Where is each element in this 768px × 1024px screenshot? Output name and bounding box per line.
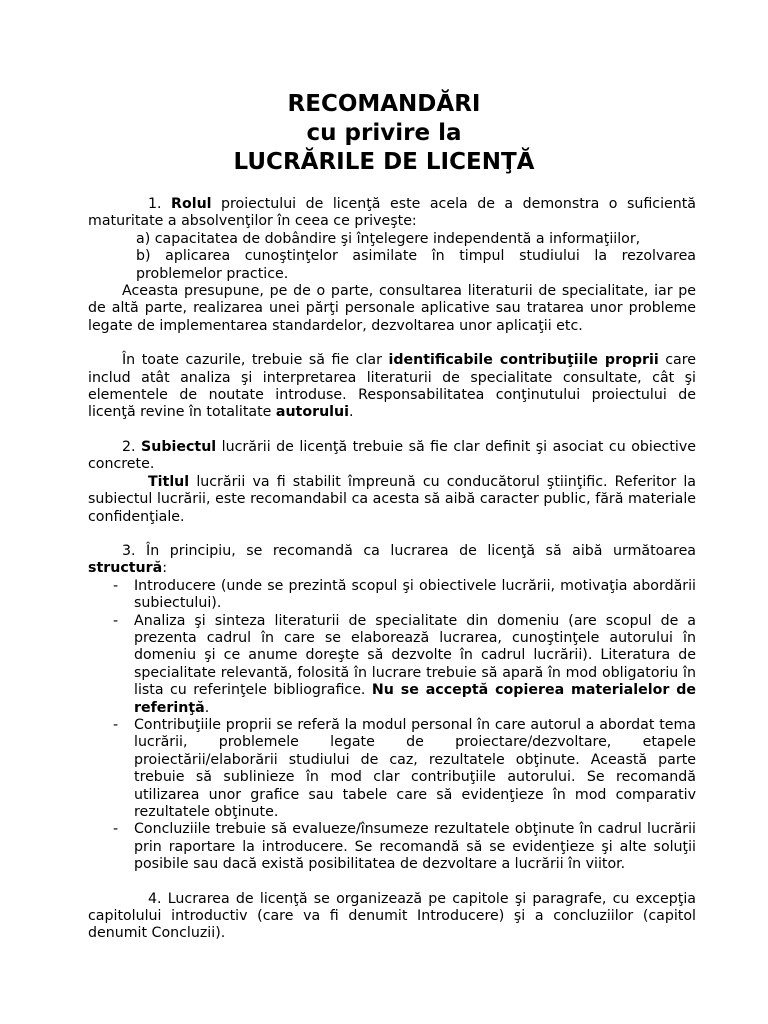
section-1-point-b: b) aplicarea cunoştinţelor asimilate în timpul studiului la rezolvarea problemelor practice. bbox=[136, 248, 696, 282]
spacer bbox=[88, 874, 696, 891]
dash-bullet: - bbox=[113, 612, 119, 629]
section-2-number: 2. bbox=[122, 438, 142, 455]
title-line-3: LUCRĂRILE DE LICENŢĂ bbox=[233, 149, 535, 175]
list-item bbox=[113, 612, 696, 717]
section-1-keyword: Rolul bbox=[171, 196, 212, 212]
document-body bbox=[88, 196, 696, 943]
section-2-title-keyword: Titlul bbox=[148, 473, 190, 490]
list-item bbox=[113, 821, 696, 873]
contrib-end: . bbox=[349, 404, 354, 421]
list-item-bold: Nu se acceptă copierea materialelor de referinţă bbox=[134, 682, 696, 716]
title-line-1: RECOMANDĂRI bbox=[287, 91, 481, 117]
structure-list bbox=[88, 578, 696, 874]
contrib-text-2: care includ atât analiza şi interpretarea literaturii de specialitate consultate, cât şi elementele de noutate introduse. Responsabilitatea conţinutului proiectului de licenţă revine în totalitate bbox=[88, 352, 696, 421]
list-item-text: Analiza şi sinteza literaturii de specialitate din domeniu (are scopul de a prezenta cadrul în care se elaborează lucrarea, cunoştinţele autorului în domeniu şi ce anume doreşte să dezvolte în cadrul lucrării). Literatura de specialitate relevantă, folosită în lucrare trebuie să apară în mod obligatoriu în lista cu referinţele bibliografice. bbox=[134, 612, 696, 699]
section-1-point-a: a) capacitatea de dobândire şi înţelegere independentă a informaţiilor, bbox=[136, 230, 641, 247]
contrib-bold-2: autorului bbox=[275, 404, 350, 421]
dash-bullet: - bbox=[113, 821, 119, 838]
section-2-text: lucrării de licenţă trebuie să fie clar definit şi asociat cu obiective concrete. bbox=[88, 438, 696, 473]
list-item bbox=[113, 577, 696, 613]
section-3-keyword: structură bbox=[88, 560, 163, 577]
section-3-intro bbox=[88, 543, 696, 578]
section-1-number: 1. bbox=[148, 196, 172, 212]
section-1-summary: Aceasta presupune, pe de o parte, consultarea literaturii de specialitate, iar pe de altă parte, realizarea unei părţi personale aplicative sau tratarea unor probleme legate de implementarea standardelor, dezvoltarea unor aplicaţii etc. bbox=[88, 283, 696, 334]
section-2-keyword: Subiectul bbox=[141, 438, 217, 455]
list-item-text: Introducere (unde se prezintă scopul şi obiectivele lucrării, motivaţia abordării subiectului). bbox=[134, 577, 696, 612]
section-2-title-paragraph bbox=[88, 474, 696, 526]
spacer bbox=[88, 526, 696, 543]
section-3-colon: : bbox=[162, 560, 167, 577]
section-1-paragraph bbox=[88, 196, 696, 231]
list-item bbox=[113, 716, 696, 821]
contrib-bold-1: identificabile contribuţiile proprii bbox=[388, 352, 659, 369]
dash-bullet: - bbox=[113, 577, 119, 594]
spacer bbox=[88, 335, 696, 352]
section-2-paragraph bbox=[88, 439, 696, 474]
list-item-text: Contribuţiile proprii se referă la modul personal în care autorul a abordat tema lucrării, problemele legate de proiectare/dezvoltare, etapele proiectării/elaborării studiului de caz, rezultatele obţinute. Această parte trebuie să sublinieze în mod clar contribuţiile autorului. Se recomandă utilizarea unor grafice sau tabele care să evidenţieze în mod comparativ rezultatele obţinute. bbox=[134, 716, 696, 820]
dash-bullet: - bbox=[113, 716, 119, 733]
spacer bbox=[88, 422, 696, 439]
section-1-text: proiectului de licenţă este acela de a demonstra o suficientă maturitate a absolvenţilor în ceea ce priveşte: bbox=[88, 196, 697, 230]
section-3-text: 3. În principiu, se recomandă ca lucrarea de licenţă să aibă următoarea bbox=[122, 542, 696, 559]
section-4-paragraph: 4. Lucrarea de licenţă se organizează pe capitole şi paragrafe, cu excepţia capitolului introductiv (care va fi denumit Introducere) şi a concluziilor (capitol denumit Concluzii). bbox=[88, 890, 696, 942]
section-1-contributions bbox=[88, 352, 696, 422]
document-title bbox=[0, 90, 768, 177]
section-2-title-text: lucrării va fi stabilit împreună cu conducătorul ştiinţific. Referitor la subiectul lucrării, este recomandabil ca acesta să aibă caracter public, fără materiale confidenţiale. bbox=[88, 473, 696, 525]
list-item-text: Concluziile trebuie să evalueze/însumeze rezultatele obţinute în cadrul lucrării prin raportare la introducere. Se recomandă să se evidenţieze şi alte soluţii posibile sau dacă există posibilitatea de dezvoltare a lucrării în viitor. bbox=[134, 821, 696, 873]
contrib-text-1: În toate cazurile, trebuie să fie clar bbox=[122, 352, 389, 369]
title-line-2: cu privire la bbox=[306, 120, 462, 146]
list-item-end: . bbox=[204, 699, 210, 716]
